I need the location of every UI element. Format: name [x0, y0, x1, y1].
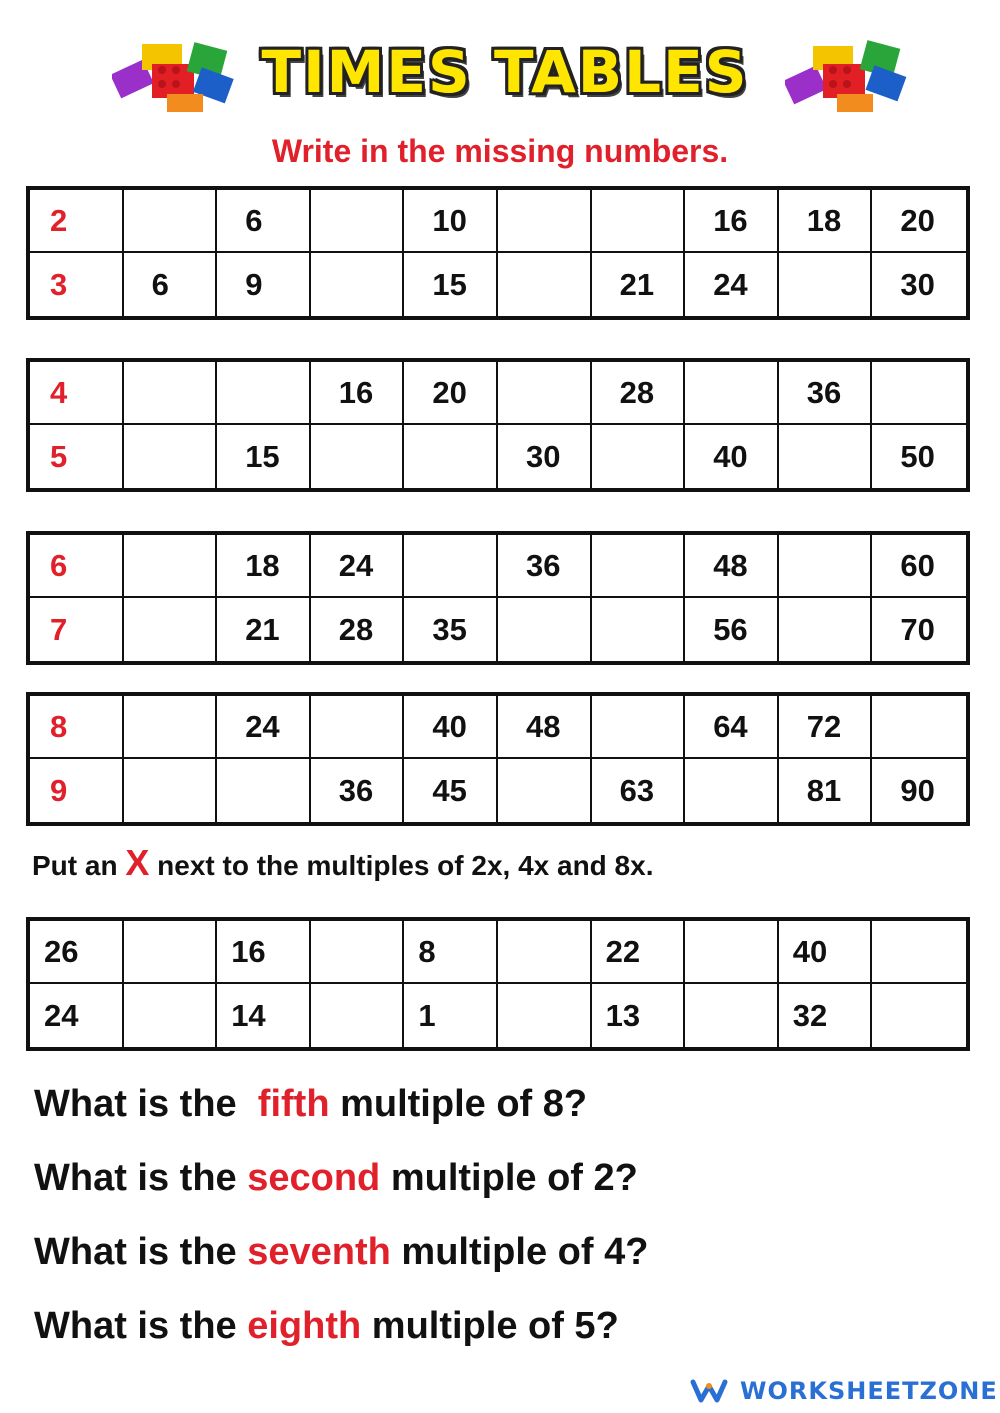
- table-cell[interactable]: [592, 190, 686, 253]
- table-cell[interactable]: [124, 598, 218, 661]
- question-item: [34, 1231, 648, 1274]
- table-cell[interactable]: [498, 759, 592, 822]
- answer-cell[interactable]: [685, 984, 779, 1047]
- table-cell[interactable]: 24: [217, 696, 311, 759]
- table-cell[interactable]: 45: [404, 759, 498, 822]
- table-cell[interactable]: [217, 362, 311, 425]
- table-cell[interactable]: [404, 425, 498, 488]
- table-row-label: 2: [30, 190, 124, 253]
- table-cell[interactable]: 40: [404, 696, 498, 759]
- number-cell: 24: [30, 984, 124, 1047]
- brand-footer: [690, 1374, 998, 1408]
- table-cell[interactable]: 64: [685, 696, 779, 759]
- table-cell[interactable]: [592, 598, 686, 661]
- table-cell[interactable]: 35: [404, 598, 498, 661]
- table-cell[interactable]: [124, 190, 218, 253]
- table-cell[interactable]: 10: [404, 190, 498, 253]
- multiples-instruction: [32, 842, 653, 884]
- number-cell: 14: [217, 984, 311, 1047]
- question-after: multiple of 8?: [329, 1083, 588, 1125]
- times-table-grid: [26, 186, 970, 320]
- table-cell[interactable]: 18: [779, 190, 873, 253]
- table-cell[interactable]: 15: [404, 253, 498, 316]
- table-cell[interactable]: [592, 535, 686, 598]
- number-cell: 40: [779, 921, 873, 984]
- table-cell[interactable]: [124, 696, 218, 759]
- question-after: multiple of 2?: [380, 1157, 638, 1199]
- answer-cell[interactable]: [311, 984, 405, 1047]
- table-cell[interactable]: [498, 598, 592, 661]
- table-cell[interactable]: [498, 190, 592, 253]
- table-cell[interactable]: [872, 696, 966, 759]
- question-before: What is the: [34, 1157, 248, 1199]
- table-cell[interactable]: 15: [217, 425, 311, 488]
- multiples-grid: [26, 917, 970, 1051]
- question-item: [34, 1083, 587, 1126]
- question-after: multiple of 4?: [390, 1231, 649, 1273]
- answer-cell[interactable]: [124, 984, 218, 1047]
- answer-cell[interactable]: [498, 984, 592, 1047]
- instruction-before: Put an: [32, 850, 126, 881]
- toy-bricks-icon: [112, 36, 237, 116]
- table-cell[interactable]: 16: [685, 190, 779, 253]
- answer-cell[interactable]: [872, 984, 966, 1047]
- table-cell[interactable]: 72: [779, 696, 873, 759]
- question-highlight: second: [247, 1157, 381, 1199]
- table-row-label: 6: [30, 535, 124, 598]
- table-cell[interactable]: 36: [311, 759, 405, 822]
- table-cell[interactable]: [872, 362, 966, 425]
- x-mark: X: [125, 842, 150, 883]
- table-cell[interactable]: [124, 362, 218, 425]
- table-row-label: 8: [30, 696, 124, 759]
- table-cell[interactable]: [404, 535, 498, 598]
- table-cell[interactable]: 6: [124, 253, 218, 316]
- table-cell[interactable]: [124, 535, 218, 598]
- answer-cell[interactable]: [685, 921, 779, 984]
- question-before: What is the: [34, 1305, 248, 1347]
- instruction-text: Write in the missing numbers.: [271, 133, 729, 169]
- question-highlight: seventh: [247, 1231, 391, 1273]
- question-before: What is the: [34, 1083, 258, 1125]
- table-cell[interactable]: [124, 425, 218, 488]
- table-cell[interactable]: 40: [685, 425, 779, 488]
- table-cell[interactable]: [592, 425, 686, 488]
- table-cell[interactable]: 20: [404, 362, 498, 425]
- answer-cell[interactable]: [124, 921, 218, 984]
- question-item: [34, 1157, 638, 1200]
- header: [0, 30, 1000, 120]
- table-cell[interactable]: [779, 598, 873, 661]
- table-cell[interactable]: [311, 253, 405, 316]
- table-cell[interactable]: 48: [685, 535, 779, 598]
- table-cell[interactable]: 21: [592, 253, 686, 316]
- table-cell[interactable]: [779, 535, 873, 598]
- question-item: [34, 1305, 619, 1348]
- answer-cell[interactable]: [311, 921, 405, 984]
- table-cell[interactable]: [311, 190, 405, 253]
- table-row-label: 5: [30, 425, 124, 488]
- times-table-grid: [26, 692, 970, 826]
- table-cell[interactable]: 48: [498, 696, 592, 759]
- question-highlight: eighth: [247, 1305, 362, 1347]
- table-cell[interactable]: 24: [311, 535, 405, 598]
- table-cell[interactable]: 50: [900, 438, 935, 474]
- table-cell[interactable]: 56: [685, 598, 779, 661]
- page-title: TIMES TABLES: [261, 38, 749, 106]
- table-row-label: 9: [30, 759, 124, 822]
- table-cell[interactable]: 81: [779, 759, 873, 822]
- number-cell: 16: [217, 921, 311, 984]
- table-cell[interactable]: [779, 425, 873, 488]
- number-cell: 1: [404, 984, 498, 1047]
- table-cell[interactable]: 70: [900, 611, 935, 647]
- table-cell[interactable]: [124, 759, 218, 822]
- table-cell[interactable]: 60: [872, 535, 966, 598]
- question-after: multiple of 5?: [361, 1305, 619, 1347]
- number-cell: 8: [404, 921, 498, 984]
- table-cell[interactable]: 18: [217, 535, 311, 598]
- worksheetzone-logo-icon: [690, 1378, 730, 1404]
- table-cell[interactable]: [592, 696, 686, 759]
- number-cell: 32: [779, 984, 873, 1047]
- times-table-grid: [26, 358, 970, 492]
- table-cell[interactable]: [217, 759, 311, 822]
- table-cell[interactable]: 28: [311, 598, 405, 661]
- table-cell[interactable]: 36: [498, 535, 592, 598]
- table-row-label: 4: [30, 362, 124, 425]
- table-cell[interactable]: 30: [498, 425, 592, 488]
- table-cell[interactable]: 9: [217, 253, 311, 316]
- times-table-grid: [26, 531, 970, 665]
- table-cell[interactable]: 24: [685, 253, 779, 316]
- toy-bricks-icon: [785, 36, 910, 116]
- number-cell: 26: [30, 921, 124, 984]
- table-cell[interactable]: [311, 425, 405, 488]
- question-before: What is the: [34, 1231, 248, 1273]
- table-cell[interactable]: 90: [900, 772, 935, 808]
- table-cell[interactable]: 28: [592, 362, 686, 425]
- table-cell[interactable]: [498, 253, 592, 316]
- table-cell[interactable]: 20: [872, 190, 966, 253]
- table-cell[interactable]: 30: [900, 266, 935, 302]
- table-cell[interactable]: 16: [311, 362, 405, 425]
- table-cell[interactable]: [685, 759, 779, 822]
- table-row-label: 3: [30, 253, 124, 316]
- question-highlight: fifth: [257, 1083, 330, 1125]
- table-cell[interactable]: [311, 696, 405, 759]
- table-row-label: 7: [30, 598, 124, 661]
- table-cell[interactable]: [685, 362, 779, 425]
- brand-name: WORKSHEETZONE: [740, 1377, 998, 1405]
- instruction-after: next to the multiples of 2x, 4x and 8x.: [149, 850, 654, 881]
- table-cell[interactable]: [779, 253, 873, 316]
- table-cell[interactable]: 63: [592, 759, 686, 822]
- number-cell: 13: [592, 984, 686, 1047]
- table-cell[interactable]: [498, 362, 592, 425]
- number-cell: 22: [592, 921, 686, 984]
- table-cell[interactable]: 6: [217, 190, 311, 253]
- table-cell[interactable]: 21: [217, 598, 311, 661]
- answer-cell[interactable]: [872, 921, 966, 984]
- table-cell[interactable]: 36: [779, 362, 873, 425]
- answer-cell[interactable]: [498, 921, 592, 984]
